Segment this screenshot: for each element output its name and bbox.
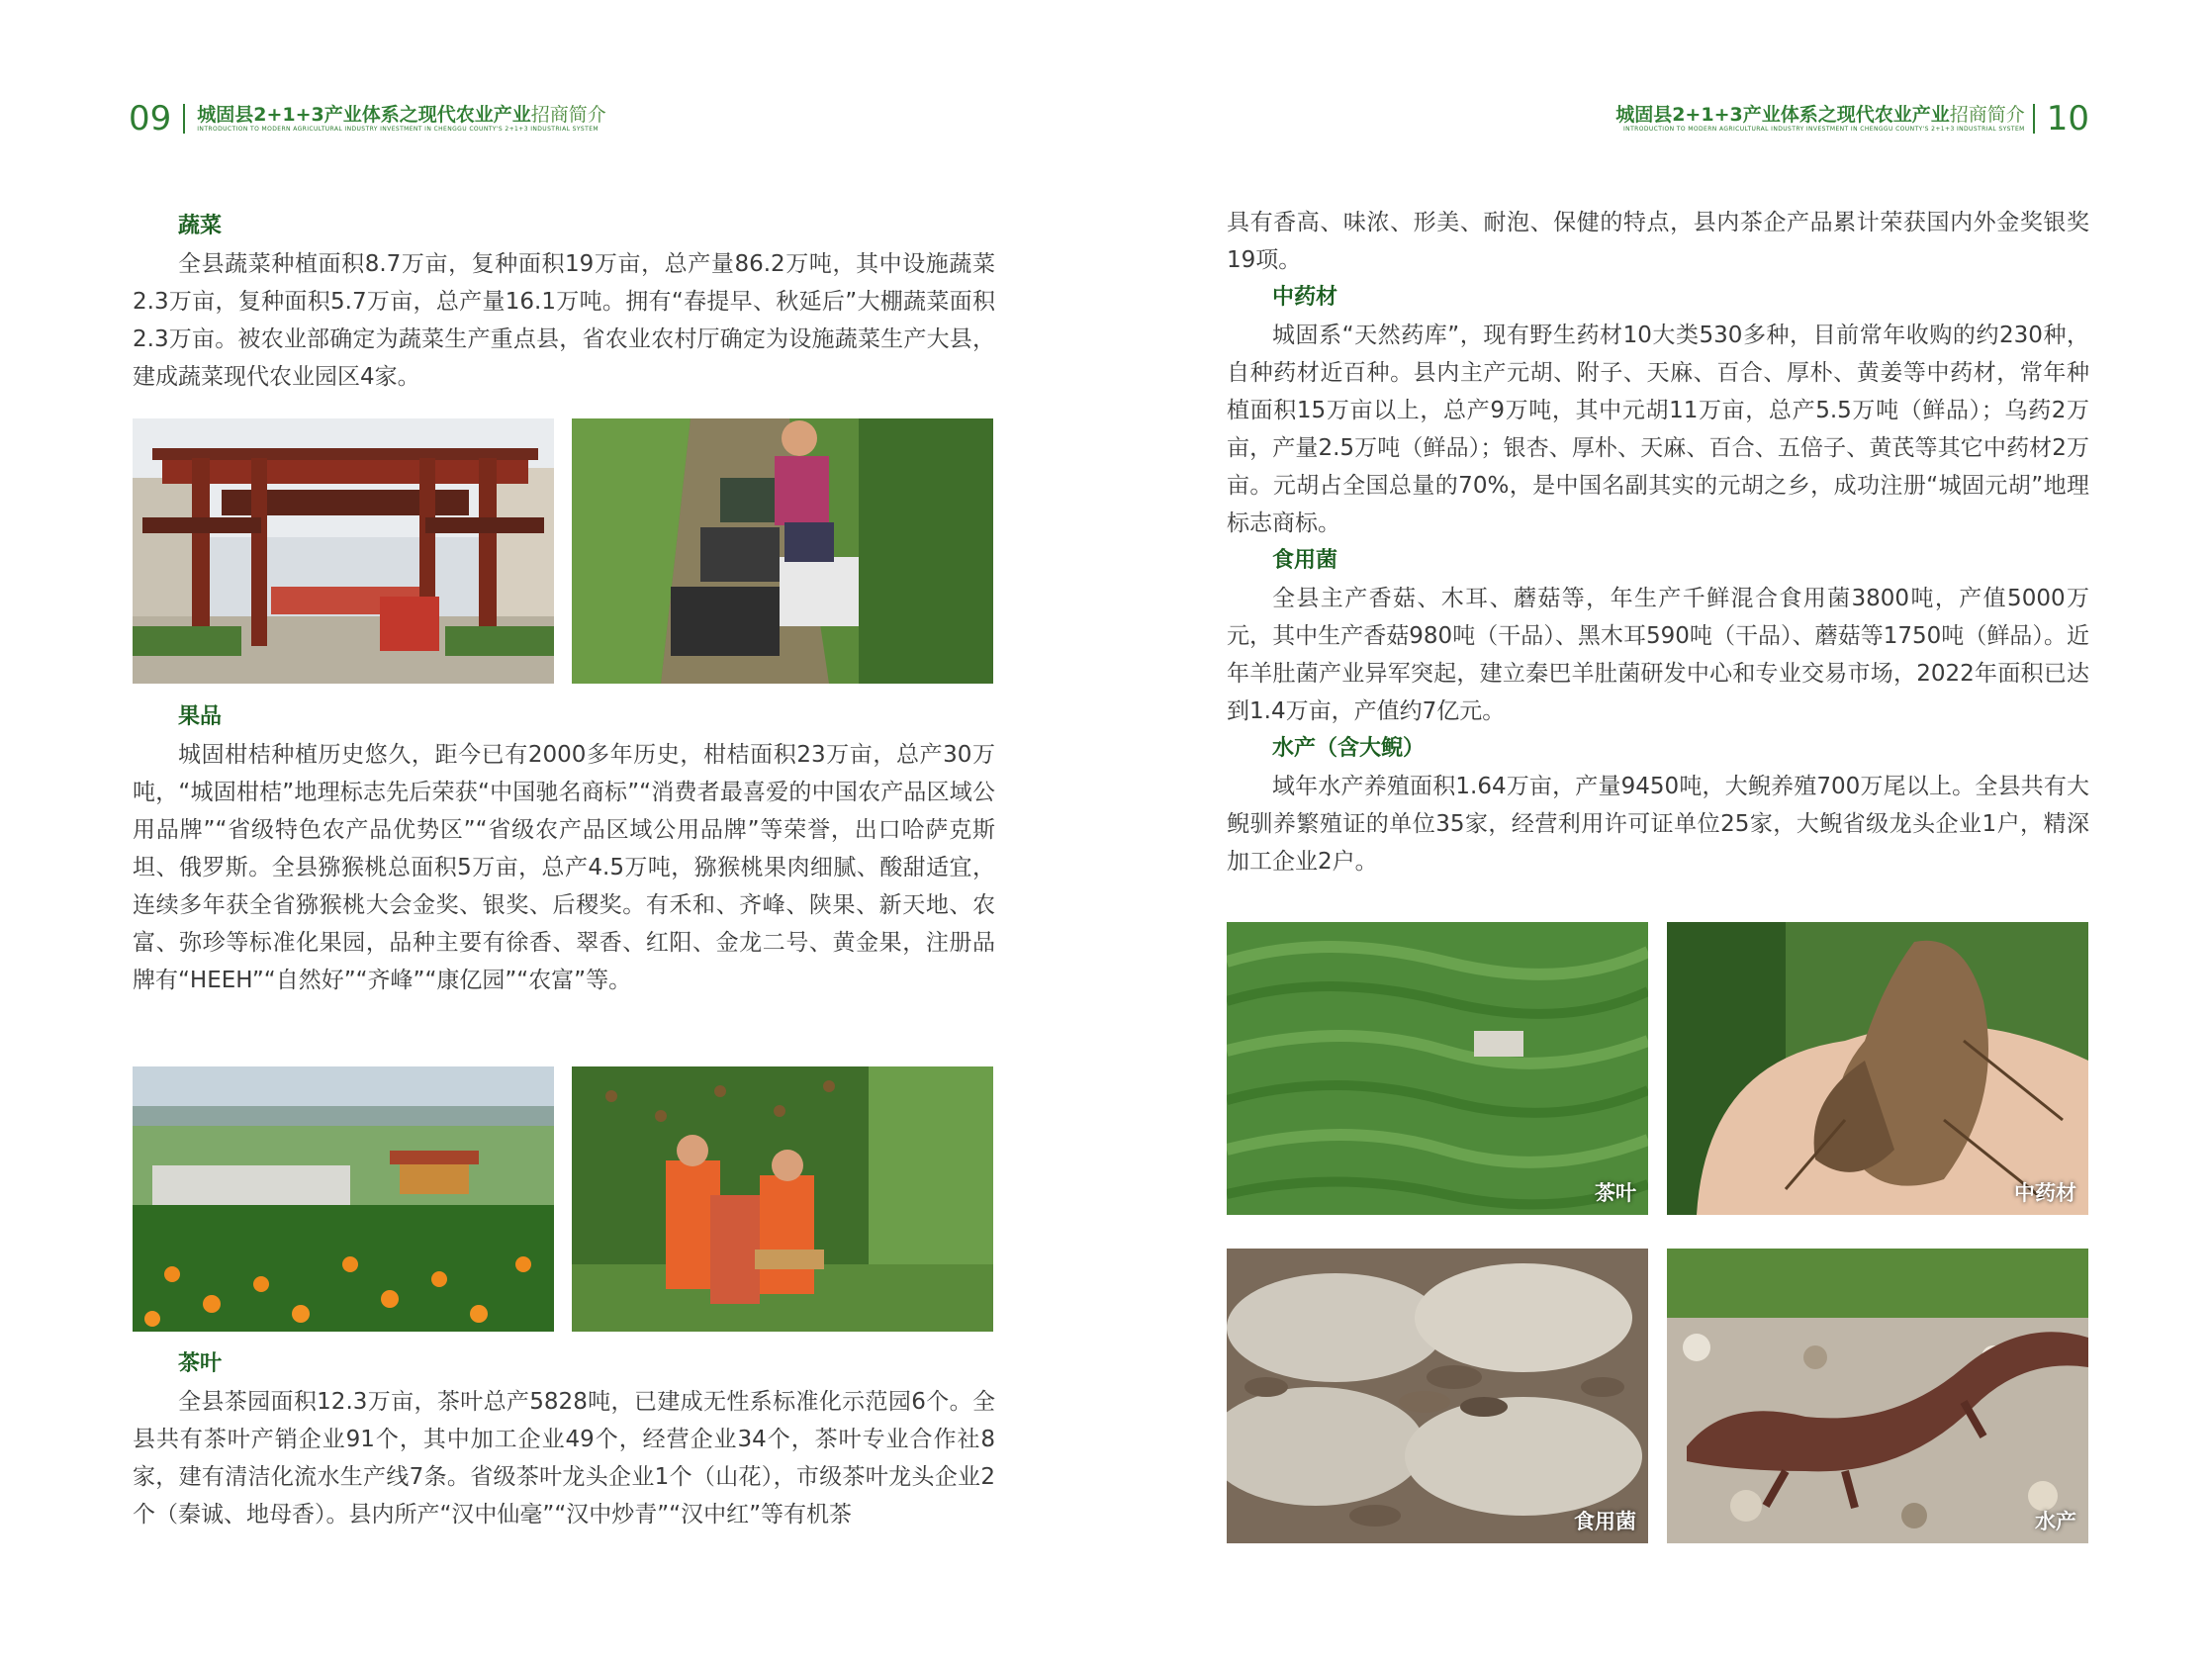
header-subtitle: INTRODUCTION TO MODERN AGRICULTURAL INDUSTRY INVESTMENT IN CHENGGU COUNTY'S 2+1+3 INDUSTRIAL SYSTEM bbox=[1623, 126, 2025, 133]
continuation-text: 具有香高、味浓、形美、耐泡、保健的特点，县内茶企产品累计荣获国内外金奖银奖19项。 bbox=[1227, 210, 2089, 273]
header-title-light: 招商简介 bbox=[530, 104, 606, 126]
header-title bbox=[197, 104, 606, 126]
page-number: 09 bbox=[129, 99, 172, 139]
section-text: 城固系“天然药库”，现有野生药材10大类530多种，目前常年收购的约230种，自种药材近百种。县内主产元胡、附子、天麻、百合、厚朴、黄姜等中药材，常年种植面积15万亩以上，总产9万吨，其中元胡11万亩，总产5.5万吨（鲜品）；乌药2万亩，产量2.5万吨（鲜品）；银杏、厚朴、天麻、百合、五倍子、黄芪等其它中药材2万亩。元胡占全国总量的70%，是中国名副其实的元胡之乡，成功注册“城固元胡”地理标志商标。 bbox=[1227, 323, 2089, 536]
photo-caption: 食用菌 bbox=[1574, 1510, 1636, 1533]
left-page-header bbox=[129, 99, 606, 148]
photo-mushroom-logs bbox=[1227, 1249, 1648, 1543]
photo-caption: 茶叶 bbox=[1595, 1181, 1636, 1205]
section-heading: 中药材 bbox=[1272, 285, 1338, 310]
section-text: 全县茶园面积12.3万亩，茶叶总产5828吨，已建成无性系标准化示范园6个。全县共有茶叶产销企业91个，其中加工企业49个，经营企业34个，茶叶专业合作社8家，建有清洁化流水生产线7条。省级茶叶龙头企业1个（山花），市级茶叶龙头企业2个（秦诚、地母香）。县内所产“汉中仙毫”“汉中炒青”“汉中红”等有机茶 bbox=[133, 1389, 995, 1528]
header-divider bbox=[2033, 104, 2035, 134]
photo-caption: 中药材 bbox=[2014, 1181, 2076, 1205]
photo-kiwi-picking bbox=[572, 1066, 993, 1332]
header-title-bold: 城固县2+1+3产业体系之现代农业产业 bbox=[1615, 104, 1950, 126]
section-heading: 水产（含大鲵） bbox=[1272, 736, 1426, 761]
tea-continuation bbox=[1227, 204, 2089, 880]
section-fruits bbox=[133, 698, 995, 999]
header-subtitle: INTRODUCTION TO MODERN AGRICULTURAL INDUSTRY INVESTMENT IN CHENGGU COUNTY'S 2+1+3 INDUSTRIAL SYSTEM bbox=[197, 126, 599, 133]
section-tea bbox=[133, 1345, 995, 1533]
section-text: 全县蔬菜种植面积8.7万亩，复种面积19万亩，总产量86.2万吨，其中设施蔬菜2.3万亩，复种面积5.7万亩，总产量16.1万吨。拥有“春提早、秋延后”大棚蔬菜面积2.3万亩。被农业部确定为蔬菜生产重点县，省农业农村厅确定为设施蔬菜生产大县，建成蔬菜现代农业园区4家。 bbox=[133, 251, 995, 390]
page-number: 10 bbox=[2046, 99, 2089, 139]
header-title-bold: 城固县2+1+3产业体系之现代农业产业 bbox=[197, 104, 531, 126]
section-text: 全县主产香菇、木耳、蘑菇等，年生产千鲜混合食用菌3800吨，产值5000万元，其中生产香菇980吨（干品）、黑木耳590吨（干品）、蘑菇等1750吨（鲜品）。近年羊肚菌产业异军突起，建立秦巴羊肚菌研发中心和专业交易市场，2022年面积已达到1.4万亩，产值约7亿元。 bbox=[1227, 586, 2089, 724]
header-title-light: 招商简介 bbox=[1949, 104, 2025, 126]
section-heading: 茶叶 bbox=[178, 1351, 223, 1376]
section-heading: 食用菌 bbox=[1272, 548, 1338, 573]
photo-caption: 水产 bbox=[2035, 1510, 2076, 1533]
section-text: 域年水产养殖面积1.64万亩，产量9450吨，大鲵养殖700万尾以上。全县共有大鲵驯养繁殖证的单位35家，经营利用许可证单位25家，大鲵省级龙头企业1户，精深加工企业2户。 bbox=[1227, 774, 2089, 875]
right-page bbox=[1106, 0, 2212, 1667]
photo-citrus-orchard bbox=[133, 1066, 554, 1332]
header-title bbox=[1615, 104, 2025, 126]
header-titles bbox=[197, 104, 606, 134]
section-heading: 果品 bbox=[178, 704, 223, 729]
right-page-header bbox=[1615, 99, 2089, 148]
photo-giant-salamander bbox=[1667, 1249, 2088, 1543]
section-heading: 蔬菜 bbox=[178, 214, 223, 238]
photo-tea-terraces bbox=[1227, 922, 1648, 1215]
header-titles bbox=[1615, 104, 2025, 134]
photo-cucumber-harvest bbox=[572, 418, 993, 684]
section-vegetables bbox=[133, 208, 995, 396]
section-text: 城固柑桔种植历史悠久，距今已有2000多年历史，柑桔面积23万亩，总产30万吨，“城固柑桔”地理标志先后荣获“中国驰名商标”“消费者最喜爱的中国农产品区域公用品牌”“省级特色农产品优势区”“省级农产品区域公用品牌”等荣誉，出口哈萨克斯坦、俄罗斯。全县猕猴桃总面积5万亩，总产4.5万吨，猕猴桃果肉细腻、酸甜适宜，连续多年获全省猕猴桃大会金奖、银奖、后稷奖。有禾和、齐峰、陕果、新天地、农富、弥珍等标准化果园，品种主要有徐香、翠香、红阳、金龙二号、黄金果，注册品牌有“HEEH”“自然好”“齐峰”“康亿园”“农富”等。 bbox=[133, 742, 995, 993]
photo-herb-root bbox=[1667, 922, 2088, 1215]
header-divider bbox=[183, 104, 185, 134]
photo-vegetable-park-gate bbox=[133, 418, 554, 684]
